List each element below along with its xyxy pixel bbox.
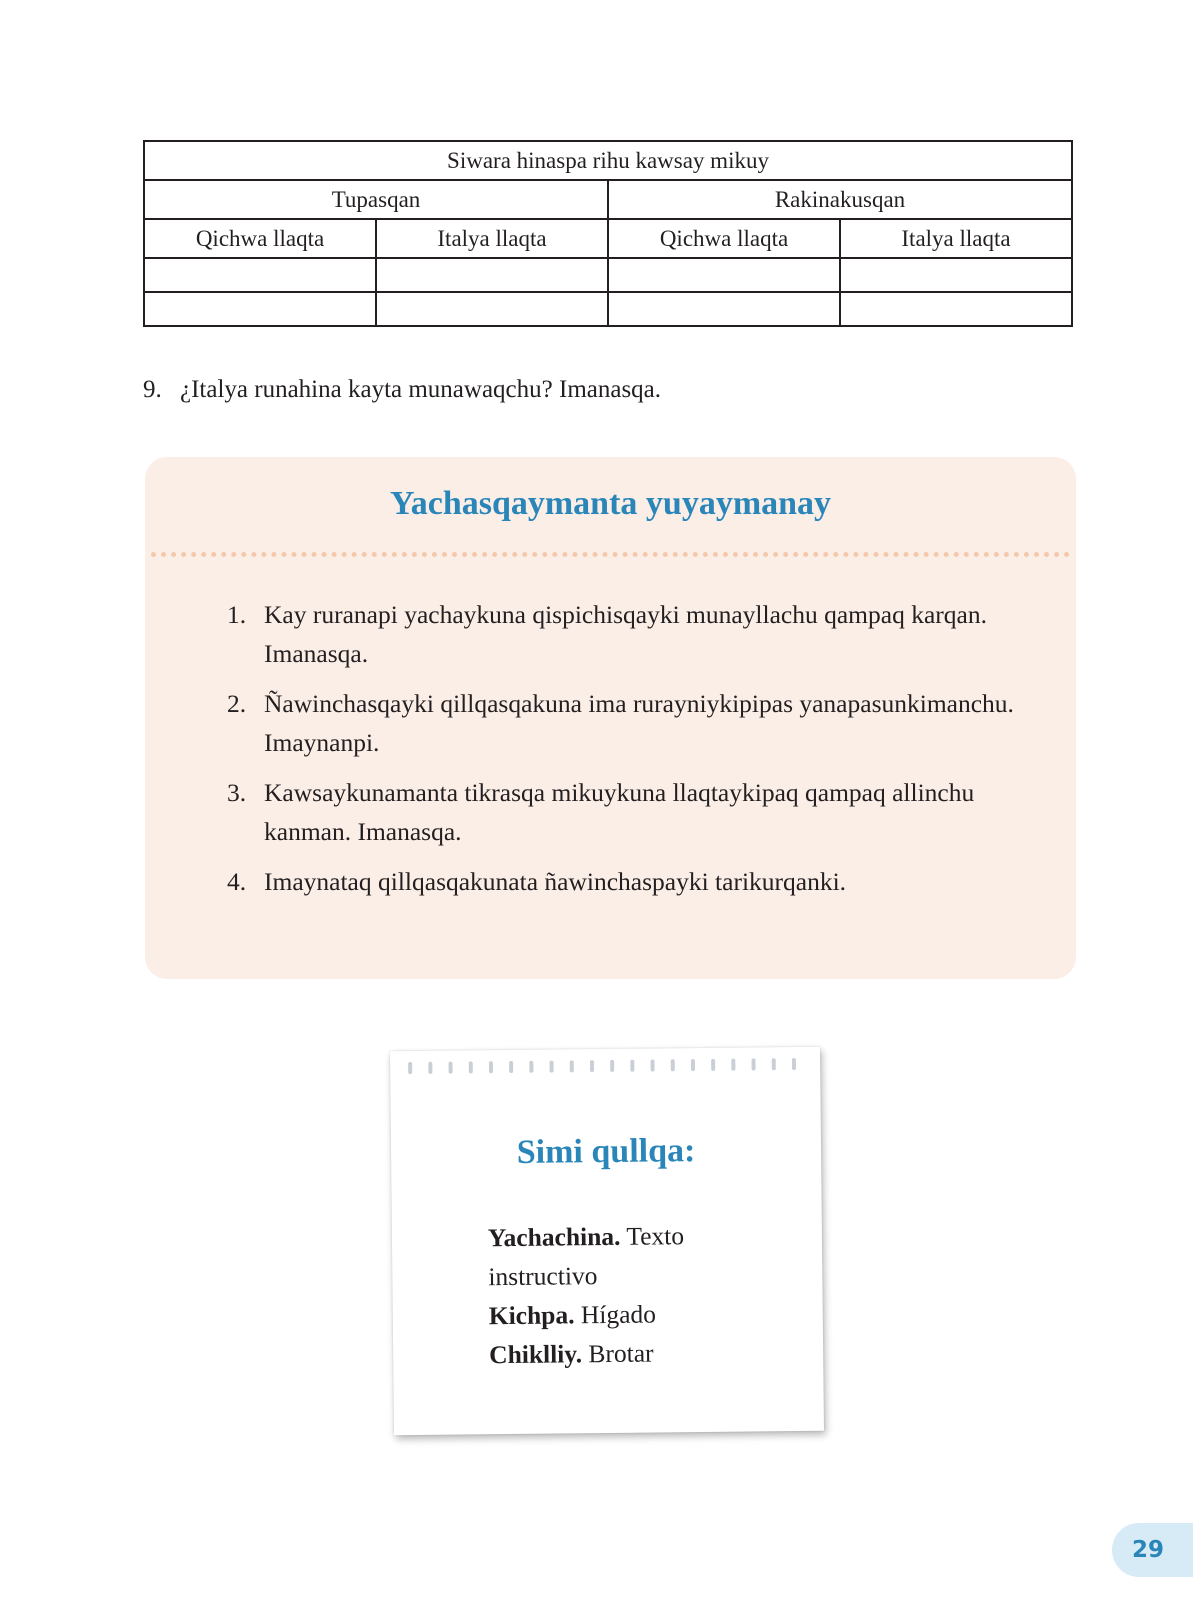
perforation-mark [469, 1061, 473, 1073]
table-cell[interactable] [144, 258, 376, 292]
item-number: 1. [227, 600, 247, 629]
glossary-meaning: Texto instructivo [488, 1221, 685, 1292]
table-title: Siwara hinaspa rihu kawsay mikuy [144, 141, 1072, 180]
item-number: 2. [227, 689, 247, 718]
item-number: 3. [227, 778, 247, 807]
table-column-header: Qichwa llaqta [144, 219, 376, 258]
table-cell[interactable] [840, 292, 1072, 326]
item-text: Ñawinchasqayki qillqasqakuna ima rurayniykipipas yanapasunkimanchu. Imaynanpi. [264, 689, 1014, 757]
perforation-mark [711, 1059, 715, 1071]
perforation-mark [489, 1061, 493, 1073]
table-group-header: Rakinakusqan [608, 180, 1072, 219]
table-column-header: Italya llaqta [840, 219, 1072, 258]
perforation-mark [772, 1058, 776, 1070]
item-text: Kay ruranapi yachaykuna qispichisqayki munayllachu qampaq karqan. Imanasqa. [264, 600, 987, 668]
question-text: ¿Italya runahina kayta munawaqchu? Imanasqa. [180, 376, 662, 403]
table-cell[interactable] [376, 292, 608, 326]
list-item [227, 684, 1017, 762]
perforation-mark [630, 1060, 634, 1072]
glossary-term: Chiklliy. [489, 1339, 583, 1370]
glossary-term: Kichpa. [488, 1300, 575, 1331]
table-cell[interactable] [608, 258, 840, 292]
perforation-mark [731, 1059, 735, 1071]
glossary-list [488, 1216, 750, 1375]
comparison-table [143, 140, 1073, 327]
glossary-term: Yachachina. [487, 1221, 621, 1253]
perforation-mark [529, 1061, 533, 1073]
page-number: 29 [1132, 1537, 1165, 1563]
perforation-mark [691, 1059, 695, 1071]
list-item [227, 595, 1017, 673]
perforation-mark [449, 1062, 453, 1074]
glossary-note-card [390, 1047, 824, 1435]
perforation-mark [590, 1060, 594, 1072]
perforation-mark [570, 1060, 574, 1072]
table-group-header: Tupasqan [144, 180, 608, 219]
table-column-header: Qichwa llaqta [608, 219, 840, 258]
glossary-meaning: Hígado [580, 1299, 657, 1330]
glossary-meaning: Brotar [588, 1338, 654, 1369]
table-column-header: Italya llaqta [376, 219, 608, 258]
table-row [144, 258, 1072, 292]
table-cell[interactable] [608, 292, 840, 326]
table-cell[interactable] [840, 258, 1072, 292]
page-number-tab [1112, 1523, 1193, 1577]
list-item [227, 773, 1017, 851]
table-column-row [144, 219, 1072, 258]
table-group-row [144, 180, 1072, 219]
perforation-mark [671, 1059, 675, 1071]
glossary-entry [489, 1339, 654, 1370]
item-text: Kawsaykunamanta tikrasqa mikuykuna llaqtaykipaq qampaq allinchu kanman. Imanasqa. [264, 778, 975, 846]
table-cell[interactable] [376, 258, 608, 292]
notepad-perforation [402, 1055, 808, 1077]
reflection-list [227, 595, 1017, 912]
perforation-mark [610, 1060, 614, 1072]
perforation-mark [509, 1061, 513, 1073]
table-cell[interactable] [144, 292, 376, 326]
perforation-mark [792, 1058, 796, 1070]
item-text: Imaynataq qillqasqakunata ñawinchaspayki tarikurqanki. [264, 867, 847, 896]
reflection-box [145, 457, 1076, 979]
question-number: 9. [143, 376, 162, 403]
glossary-entry [488, 1221, 684, 1291]
perforation-mark [550, 1061, 554, 1073]
question-9 [143, 376, 661, 404]
table-row [144, 292, 1072, 326]
perforation-mark [408, 1062, 412, 1074]
dotted-divider [151, 552, 1070, 557]
item-number: 4. [227, 867, 247, 896]
reflection-title: Yachasqaymanta yuyaymanay [389, 485, 832, 522]
table-title-row [144, 141, 1072, 180]
perforation-mark [751, 1058, 755, 1070]
perforation-mark [428, 1062, 432, 1074]
list-item [227, 862, 1017, 901]
perforation-mark [651, 1059, 655, 1071]
glossary-title: Simi qullqa: [516, 1132, 696, 1171]
glossary-entry [489, 1299, 656, 1330]
